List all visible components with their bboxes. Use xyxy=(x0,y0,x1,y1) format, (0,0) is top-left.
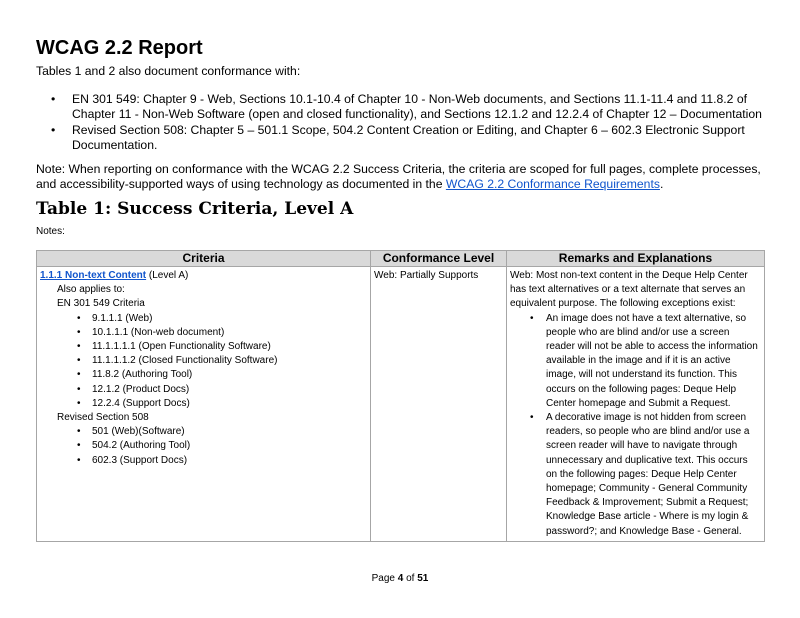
list-item-text: Revised Section 508: Chapter 5 – 501.1 Scope, 504.2 Content Creation or Editing, and Chapter 6 – 602.3 Electronic Support Documentation. xyxy=(72,123,745,152)
list-item xyxy=(40,340,367,354)
bullet-icon: • xyxy=(77,326,81,338)
total-pages-number: 51 xyxy=(417,573,429,584)
list-item-text: 9.1.1.1 (Web) xyxy=(92,312,153,324)
list-item xyxy=(510,312,761,411)
list-item xyxy=(40,368,367,382)
bullet-icon: • xyxy=(77,355,81,367)
list-item-text: 11.1.1.1.2 (Closed Functionality Software) xyxy=(92,355,278,367)
column-header-remarks: Remarks and Explanations xyxy=(507,251,765,267)
criteria-cell xyxy=(37,267,371,542)
list-item-text: 11.1.1.1.1 (Open Functionality Software) xyxy=(92,341,271,353)
en-criteria-label: EN 301 549 Criteria xyxy=(57,298,145,310)
success-criteria-table xyxy=(36,250,765,542)
bullet-icon: • xyxy=(77,426,81,438)
bullet-icon: • xyxy=(51,92,56,106)
list-item-text: 10.1.1.1 (Non-web document) xyxy=(92,326,225,338)
bullet-icon: • xyxy=(77,440,81,452)
list-item-text: A decorative image is not hidden from screen readers, so people who are blind and/or use a screen reader will have to navigate through unnecessary and duplicative text. This occurs on the following pages: Deque Help Center homepage; Community - General Community Feedback & Improvement; Submit a Request; Knowledge Base article - Where is my login & password?; and Knowledge Base - General. xyxy=(546,412,750,537)
notes-label: Notes: xyxy=(36,226,65,237)
list-item-text: 504.2 (Authoring Tool) xyxy=(92,440,191,452)
list-item xyxy=(40,312,367,326)
bullet-icon: • xyxy=(530,312,534,324)
table-header-row xyxy=(37,251,765,267)
footer-middle: of xyxy=(403,573,418,584)
bullet-icon: • xyxy=(51,123,56,137)
bullet-icon: • xyxy=(530,412,534,424)
list-item-text: 501 (Web)(Software) xyxy=(92,426,185,438)
criterion-level: (Level A) xyxy=(146,270,189,281)
section-title: Table 1: Success Criteria, Level A xyxy=(36,199,354,219)
column-header-criteria: Criteria xyxy=(37,251,371,267)
note-paragraph xyxy=(36,162,776,192)
list-item-text: An image does not have a text alternative, so people who are blind and/or use a screen reader will not be able to access the information available in the image and if it is an active image, will not understand its function. This occurs on the following pages: Deque Help Center homepage and Submit a Request. xyxy=(546,312,758,409)
table-row xyxy=(37,267,765,542)
remarks-intro: Web: Most non-text content in the Deque Help Center has text alternatives or a text alternate that serves an equivalent purpose. The following exceptions exist: xyxy=(510,270,748,310)
note-text: Note: When reporting on conformance with the WCAG 2.2 Success Criteria, the criteria are scoped for full pages, complete processes, and accessibility-supported ways of using technology as documented in the xyxy=(36,162,761,191)
remarks-cell xyxy=(507,267,765,542)
exceptions-list xyxy=(510,312,761,539)
section-508-list xyxy=(40,425,367,468)
conformance-requirements-link[interactable]: WCAG 2.2 Conformance Requirements xyxy=(445,177,660,191)
list-item xyxy=(40,439,367,453)
list-item xyxy=(40,383,367,397)
criterion-link[interactable]: 1.1.1 Non-text Content xyxy=(40,270,147,281)
section-508-label: Revised Section 508 xyxy=(57,412,149,424)
conformance-cell: Web: Partially Supports xyxy=(371,267,507,542)
list-item xyxy=(40,397,367,411)
bullet-icon: • xyxy=(77,383,81,395)
footer-prefix: Page xyxy=(371,573,398,584)
bullet-icon: • xyxy=(77,312,81,324)
bullet-icon: • xyxy=(77,341,81,353)
current-page-number: 4 xyxy=(397,573,404,584)
page-title: WCAG 2.2 Report xyxy=(36,37,203,59)
list-item xyxy=(40,354,367,368)
list-item xyxy=(40,326,367,340)
bullet-icon: • xyxy=(77,454,81,466)
en-criteria-list xyxy=(40,312,367,411)
list-item xyxy=(36,123,776,153)
bullet-icon: • xyxy=(77,397,81,409)
list-item-text: 12.2.4 (Support Docs) xyxy=(92,397,190,409)
note-end: . xyxy=(659,177,664,191)
bullet-icon: • xyxy=(77,369,81,381)
list-item xyxy=(40,425,367,439)
page-footer xyxy=(0,573,800,585)
list-item-text: 12.1.2 (Product Docs) xyxy=(92,383,190,395)
list-item-text: EN 301 549: Chapter 9 - Web, Sections 10.1-10.4 of Chapter 10 - Non-Web documents, and Sections 11.1-11.4 and 11.8.2 of Chapter 11 - Non-Web Software (open and closed functionality), and Sections 12.1.2 and 12.2.4 of Chapter 12 – Documentation xyxy=(72,92,762,121)
list-item xyxy=(40,454,367,468)
also-applies-label: Also applies to: xyxy=(57,284,125,296)
list-item xyxy=(36,92,776,122)
list-item xyxy=(510,411,761,539)
list-item-text: 11.8.2 (Authoring Tool) xyxy=(92,369,193,381)
conformance-list xyxy=(36,92,776,153)
column-header-conformance: Conformance Level xyxy=(371,251,507,267)
intro-text: Tables 1 and 2 also document conformance with: xyxy=(36,64,301,78)
list-item-text: 602.3 (Support Docs) xyxy=(92,454,188,466)
